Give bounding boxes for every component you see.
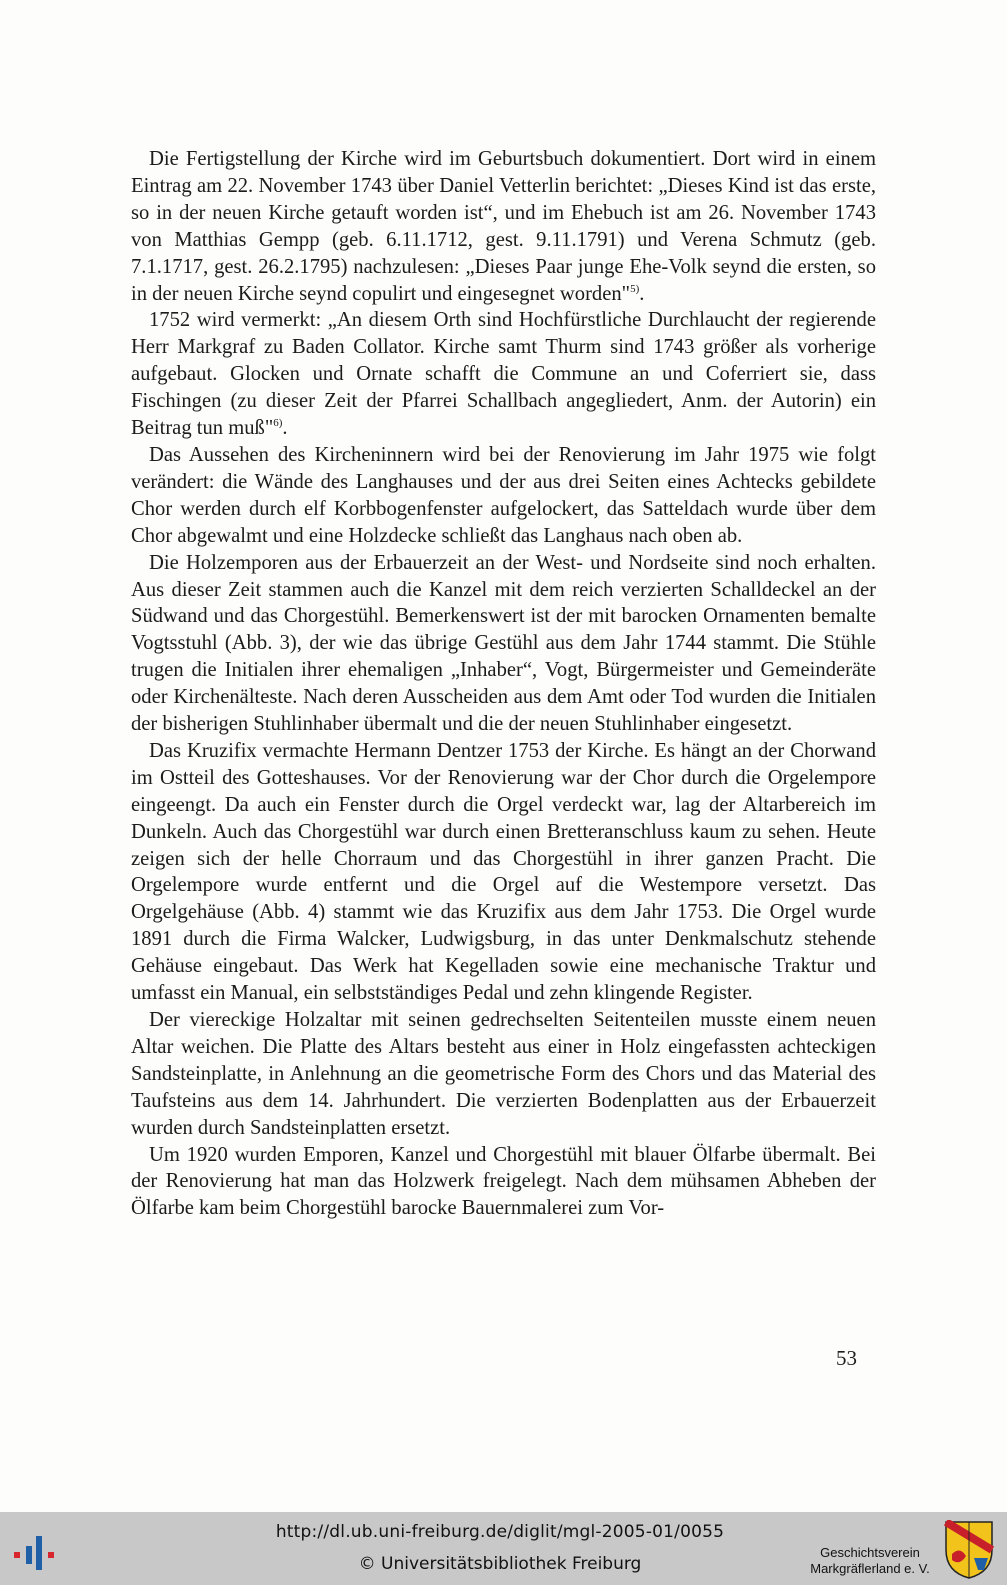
paragraph: 1752 wird vermerkt: „An diesem Orth sind Hochfürstliche Durchlaucht der regierende Herr Markgraf zu Baden Collator. Kirche samt Thurm sind 1743 größer als vorherige aufgebaut. Glocken und Ornate schafft die Commune an und Coferriert sie, dass Fischingen (zu dieser Zeit der Pfarrei Schallbach angegliedert, Anm. der Autorin) ein Beitrag tun muß"$^{6)}$. bbox=[131, 309, 876, 440]
paragraph: Die Holzemporen aus der Erbauerzeit an der West- und Nordseite sind noch erhalten. Aus dieser Zeit stammen auch die Kanzel mit dem reich verzierten Schalldeckel an der Südwand und das Chorgestühl. Bemerkenswert ist der mit barocken Ornamenten bemalte Vogtsstuhl (Abb. 3), der wie das übrige Gestühl aus dem Jahr 1744 stammt. Die Stühle trugen die Initialen ihrer ehemaligen „Inhaber“, Vogt, Bürgermeister und Gemeinderäte oder Kirchenälteste. Nach deren Ausscheiden aus dem Amt oder Tod wurden die Initialen der bisherigen Stuhlinhaber übermalt und die der neuen Stuhlinhaber eingesetzt. bbox=[131, 551, 876, 736]
footnote-ref: 6) bbox=[273, 417, 283, 430]
footnote-ref: 5) bbox=[630, 282, 640, 295]
page-number: 53 bbox=[836, 1346, 857, 1370]
paragraph: Das Kruzifix vermachte Hermann Dentzer 1753 der Kirche. Es hängt an der Chorwand im Ostteil des Gotteshauses. Vor der Renovierung war der Chor durch die Orgelempore eingeengt. Da auch ein Fenster durch die Orgel verdeckt war, lag der Altarbereich im Dunkeln. Auch das Chorgestühl war durch einen Bretteranschluss kaum zu sehen. Heute zeigen sich der helle Chorraum und das Chorgestühl in ihrer ganzen Pracht. Die Orgelempore wurde entfernt und die Orgel auf die Westempore versetzt. Das Orgelgehäuse (Abb. 4) stammt wie das Kruzifix aus dem Jahr 1753. Die Orgel wurde 1891 durch die Firma Walcker, Ludwigsburg, in das unter Denkmalschutz stehende Gehäuse eingebaut. Das Werk hat Kegelladen sowie eine mechanische Traktur und umfasst ein Manual, ein selbstständiges Pedal und zehn klingende Register. bbox=[131, 739, 876, 1005]
copyright-text: © Universitätsbibliothek Freiburg bbox=[358, 1554, 642, 1574]
paragraph: Das Aussehen des Kircheninnern wird bei der Renovierung im Jahr 1975 wie folgt verändert: die Wände des Langhauses und der aus drei Seiten eines Achtecks gebildete Chor werden durch elf Korbbogenfenster aufgelockert, das Satteldach wurde über dem Chor abgewalmt und eine Holzdecke schließt das Langhaus nach oben ab. bbox=[131, 443, 876, 547]
society-name: Markgräflerland e. V. bbox=[810, 1561, 930, 1576]
body-text bbox=[131, 146, 876, 1222]
paragraph: Um 1920 wurden Emporen, Kanzel und Chorgestühl mit blauer Ölfarbe übermalt. Bei der Renovierung hat man das Holzwerk freigelegt. Nach dem mühsamen Abheben der Ölfarbe kam beim Chorgestühl barocke Bauernmalerei zum Vor- bbox=[131, 1143, 876, 1220]
society-name: Geschichtsverein bbox=[820, 1545, 920, 1560]
coat-of-arms-icon bbox=[944, 1520, 994, 1580]
library-logo-icon bbox=[12, 1532, 64, 1572]
source-url-link[interactable]: http://dl.ub.uni-freiburg.de/diglit/mgl-2005-01/0055 bbox=[275, 1522, 725, 1542]
paragraph: Der viereckige Holzaltar mit seinen gedrechselten Seitenteilen musste einem neuen Altar weichen. Die Platte des Altars besteht aus einer in Holz eingefassten achteckigen Sandsteinplatte, in Anlehnung an die geometrische Form des Chors und das Material des Taufsteins aus dem 14. Jahrhundert. Die verzierten Bodenplatten aus der Erbauerzeit wurden durch Sandsteinplatten ersetzt. bbox=[131, 1009, 876, 1139]
paragraph: Die Fertigstellung der Kirche wird im Geburtsbuch dokumentiert. Dort wird in einem Eintrag am 22. November 1743 über Daniel Vetterlin berichtet: „Dieses Kind ist das erste, so in der neuen Kirche getauft worden ist“, und im Ehebuch ist am 26. November 1743 von Matthias Gempp (geb. 6.11.1712, gest. 9.11.1791) und Verena Schmutz (geb. 7.1.1717, gest. 26.2.1795) nachzulesen: „Dieses Paar junge Ehe-Volk seynd die ersten, so in der neuen Kirche seynd copulirt und eingesegnet worden"$^{5)}$. bbox=[131, 148, 876, 305]
